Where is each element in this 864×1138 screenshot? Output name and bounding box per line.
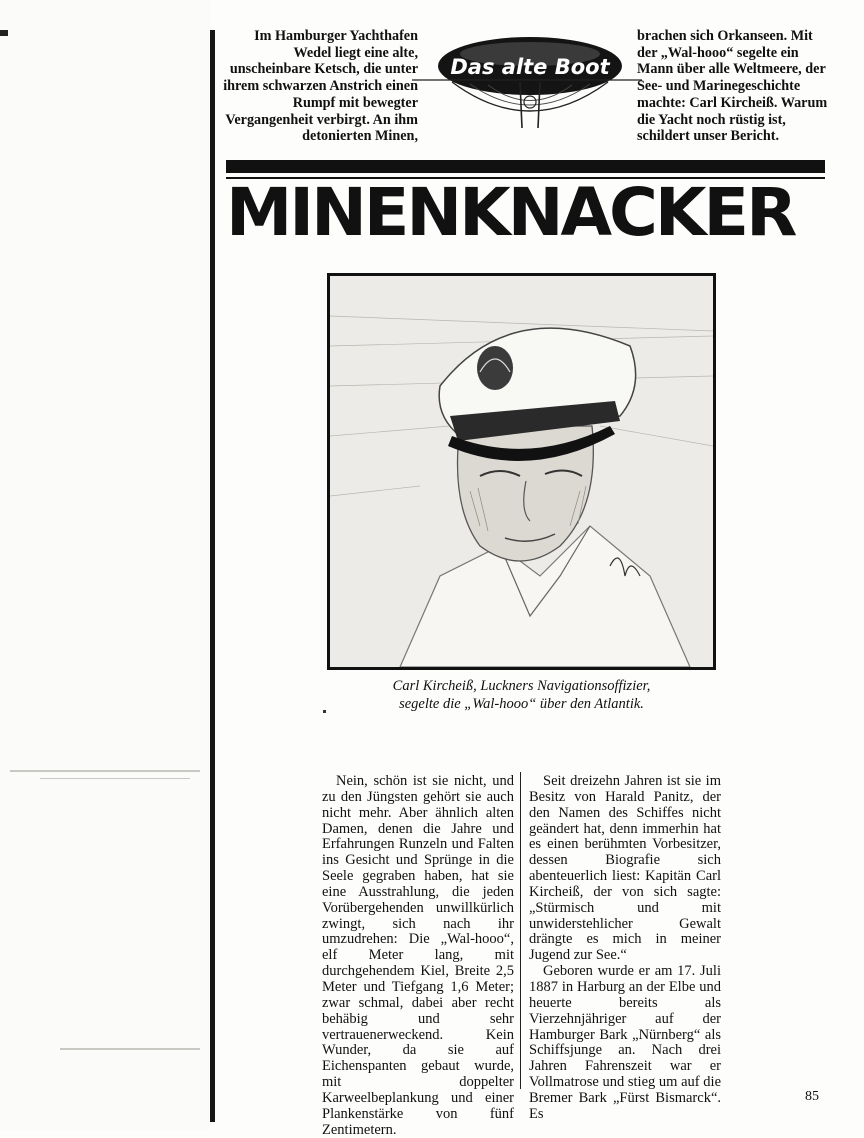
boat-logo-icon <box>412 28 642 134</box>
body-column-2 <box>529 774 721 1123</box>
body-paragraph: Geboren wurde er am 17. Juli 1887 in Harburg an der Elbe und heuerte bereits als Vierzehnjähriger auf der Hamburger Bark „Nürnberg“ als Schiffsjunge an. Nach drei Jahren Fahrenszeit war er Vollmatrose und stieg um auf die Bremer Bark „Fürst Bismarck“. Es <box>529 963 721 1122</box>
page-title: MINENKNACKER <box>226 174 795 251</box>
ink-dot <box>323 710 326 713</box>
headline-band <box>226 160 825 173</box>
scan-scratch <box>60 1048 200 1050</box>
gutter-rule <box>210 30 215 1122</box>
intro-left-text: Im Hamburger Yachthafen Wedel liegt eine alte, unscheinbare Ketsch, die unter ihrem schwarzen Anstrich einen Rumpf mit bewegter Vergangenheit verbirgt. An ihm detonierten Minen, <box>223 28 418 145</box>
intro-left <box>222 28 418 145</box>
intro-right <box>637 28 829 145</box>
page-number: 85 <box>805 1089 819 1104</box>
caption-line-1: Carl Kircheiß, Luckners Navigationsoffizier, <box>392 678 651 694</box>
column-divider <box>520 772 521 1089</box>
scan-scratch <box>40 778 190 779</box>
caption-line-2: segelte die „Wal-hooo“ über den Atlantik. <box>399 696 644 712</box>
boat-logo-text: Das alte Boot <box>450 55 610 79</box>
body-paragraph: Seit dreizehn Jahren ist sie im Besitz von Harald Panitz, der den Namen des Schiffes nicht geändert hat, denn immerhin hat es einen berühmten Vorbesitzer, dessen Biografie sich abenteuerlich liest: Kapitän Carl Kircheiß, der von sich sagte: „Stürmisch und mit unwiderstehlicher Gewalt drängte es mich in meiner Jugend zur See.“ <box>529 773 721 964</box>
intro-right-text: brachen sich Orkanseen. Mit der „Wal-hooo“ segelte ein Mann über alle Weltmeere, der See- und Marinegeschichte machte: Carl Kircheiß. Warum die Yacht noch rüstig ist, schildert unser Bericht. <box>637 28 828 145</box>
figure-caption <box>327 677 716 713</box>
gutter-mark <box>0 30 8 36</box>
boat-logo <box>412 28 642 134</box>
page-gutter <box>0 0 211 1130</box>
body-column-1 <box>322 774 514 1138</box>
portrait-image <box>327 273 716 670</box>
body-paragraph: Nein, schön ist sie nicht, und zu den Jüngsten gehört sie auch nicht mehr. Aber ähnlich alten Damen, denen die Jahre und Erfahrungen Runzeln und Falten ins Gesicht und Sprünge in die Seele gegraben haben, hat sie eine Ausstrahlung, die jeden Vorübergehenden unwillkürlich zwingt, sich nach ihr umzudrehen: Die „Wal-hooo“, elf Meter lang, mit durchgehendem Kiel, Breite 2,5 Meter und Tiefgang 1,6 Meter; zwar schmal, dabei aber recht behäbig und sehr vertrauenerweckend. Kein Wunder, da sie auf Eichenspanten gebaut wurde, mit doppelter Karweelbeplankung und einer Plankenstärke von fünf Zentimetern. <box>322 773 514 1138</box>
scan-scratch <box>10 770 200 772</box>
captain-portrait-drawing <box>330 276 713 667</box>
